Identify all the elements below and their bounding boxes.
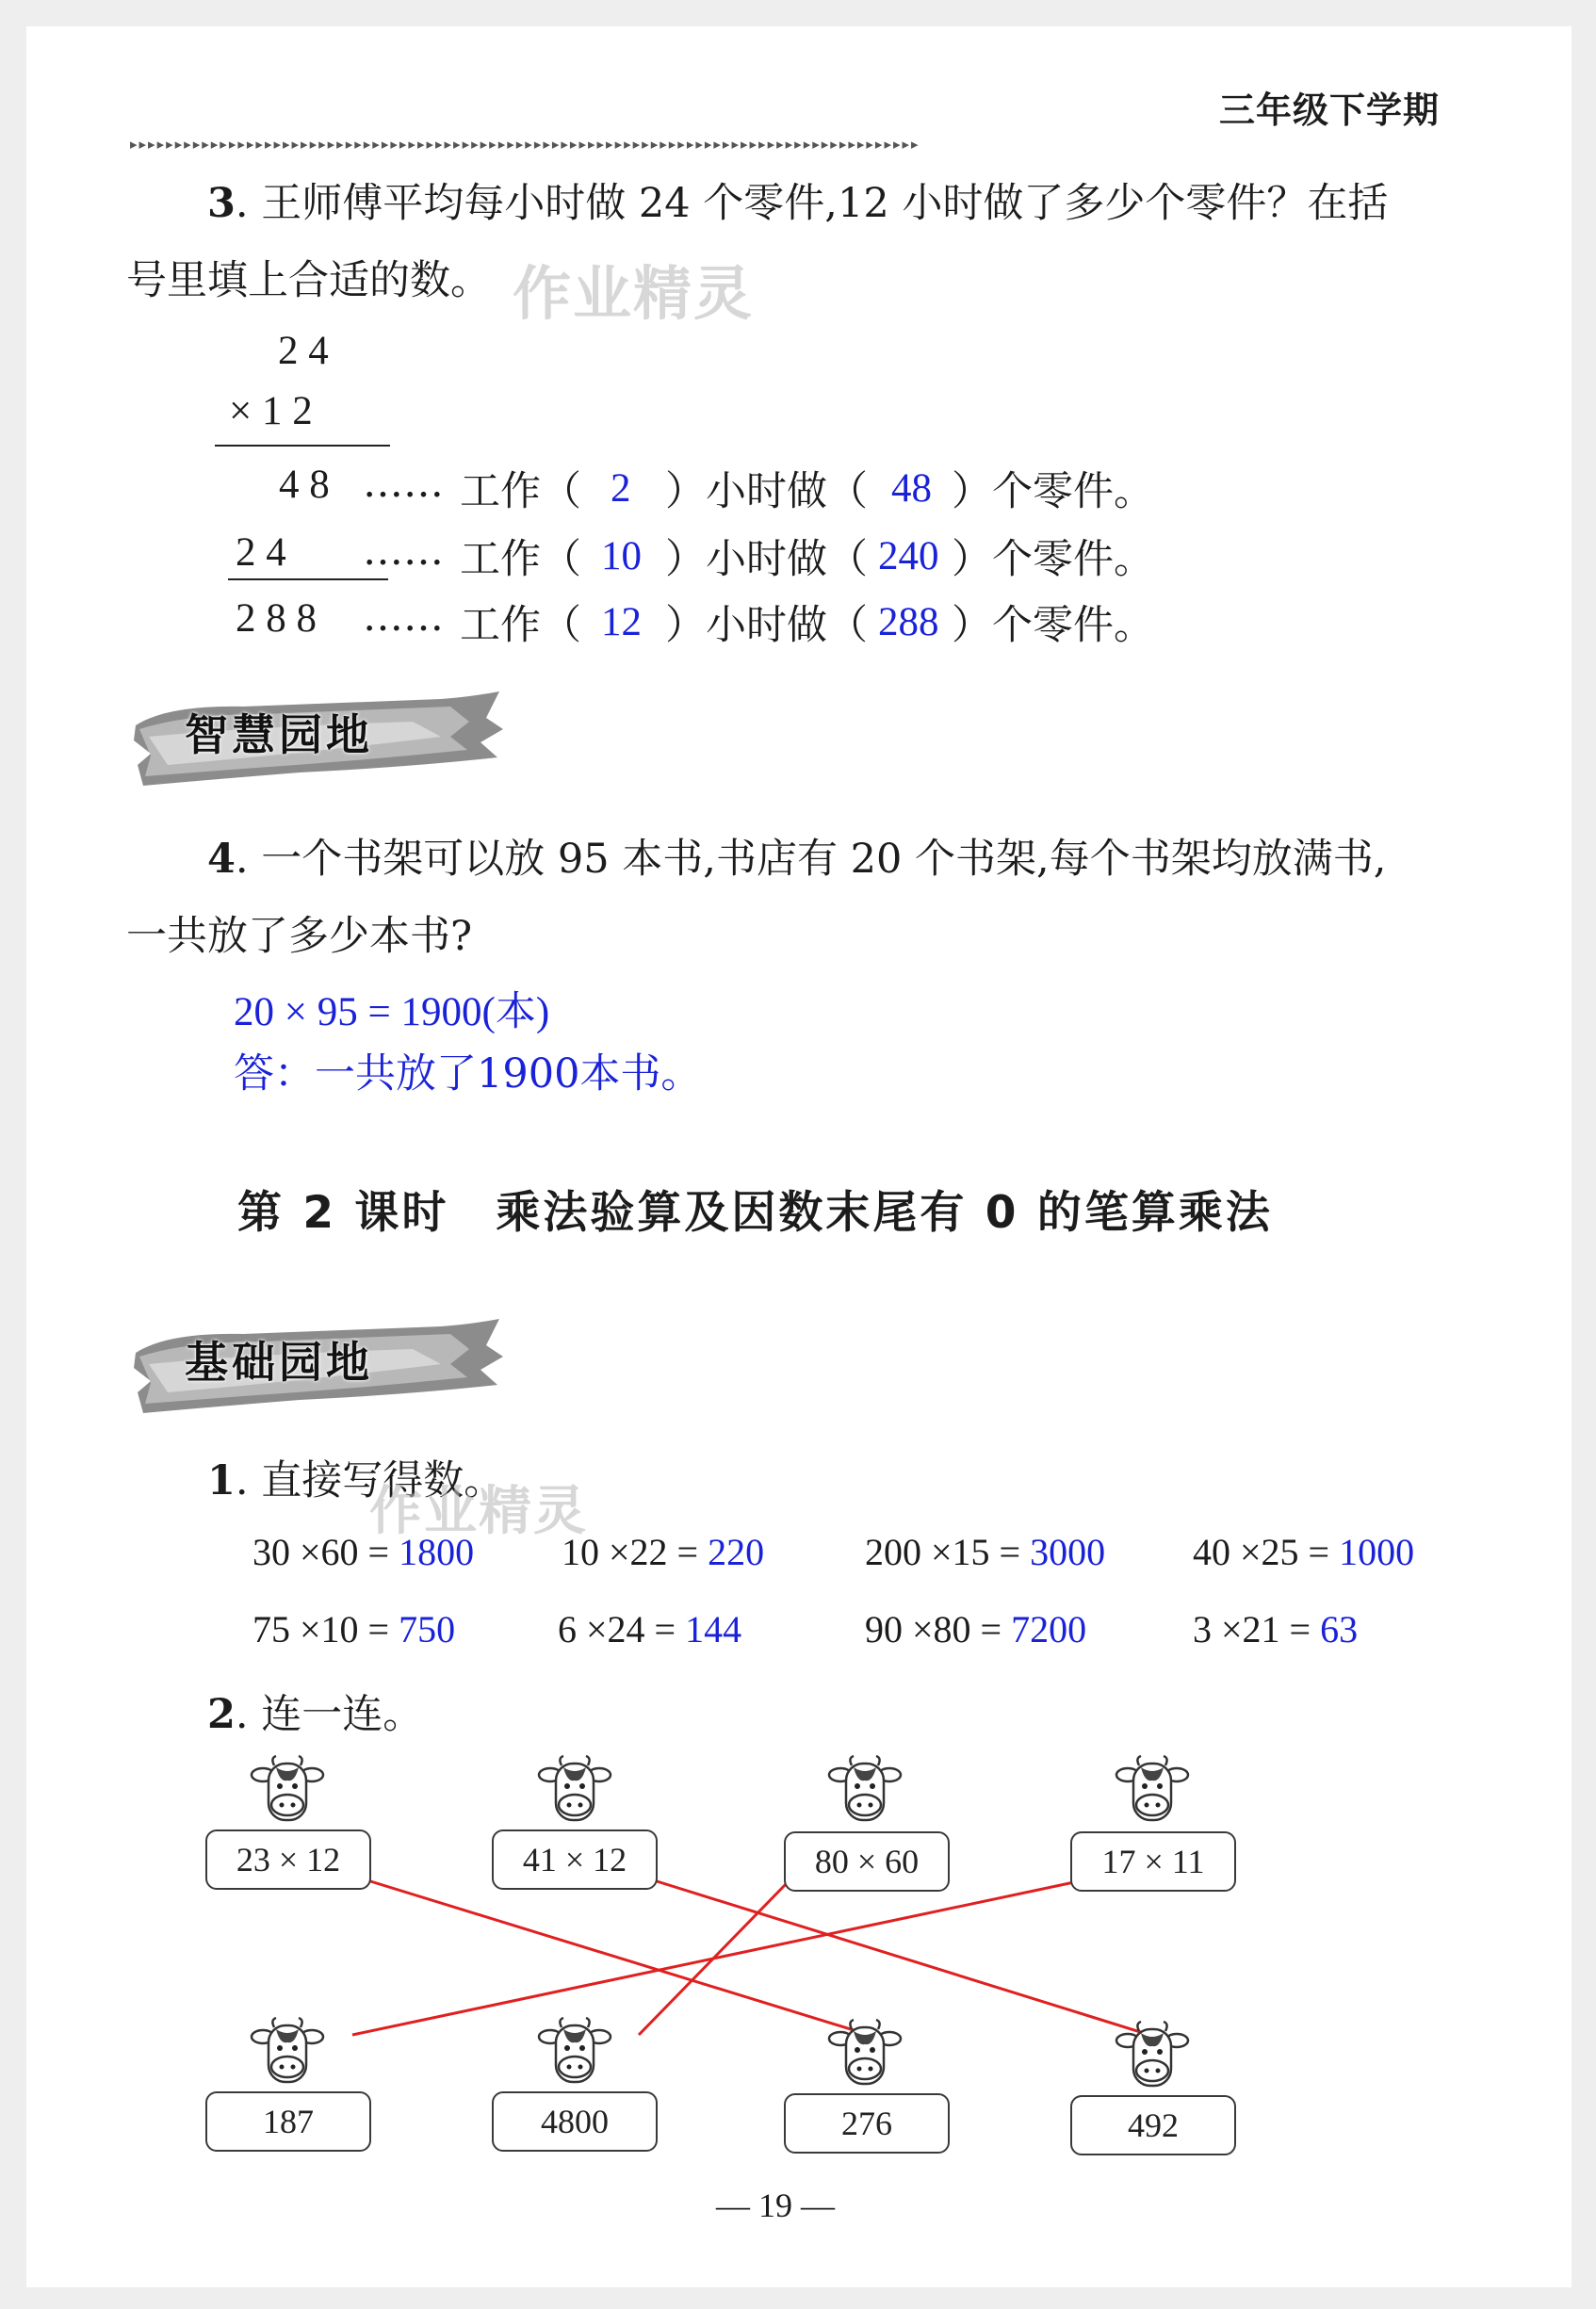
banner-basic-label: 基础园地 bbox=[185, 1337, 373, 1388]
lesson-title: 第 2 课时 乘法验算及因数末尾有 0 的笔算乘法 bbox=[237, 1187, 1273, 1239]
cow-icon bbox=[827, 1754, 903, 1833]
q1-item-2: 10 ×22 = 220 bbox=[562, 1531, 765, 1573]
q1-number: 1 bbox=[207, 1457, 236, 1504]
match-line-2 bbox=[654, 1880, 1162, 2039]
q3-row1-hours-answer: 2 bbox=[611, 466, 631, 511]
q1-item-6: 6 ×24 = 144 bbox=[558, 1608, 742, 1650]
q3-row2-parts-answer: 240 bbox=[878, 534, 939, 578]
q3-row1-work: 工作（ bbox=[460, 468, 581, 515]
q3-row2-work: 工作（ bbox=[460, 536, 581, 583]
top-card-3[interactable]: 80 × 60 bbox=[784, 1831, 950, 1892]
header-separator: ▸▸▸▸▸▸▸▸▸▸▸▸▸▸▸▸▸▸▸▸▸▸▸▸▸▸▸▸▸▸▸▸▸▸▸▸▸▸▸▸▸▸▸▸▸▸▸▸▸▸▸▸▸▸▸▸▸▸▸▸▸▸▸▸▸▸▸▸▸▸▸▸▸▸▸▸▸▸▸▸▸▸▸▸▸▸▸▸ bbox=[130, 136, 920, 153]
q3-row1-mid: ）小时做（ bbox=[665, 468, 868, 515]
cow-icon bbox=[537, 1754, 612, 1833]
top-card-2[interactable]: 41 × 12 bbox=[492, 1829, 658, 1890]
q1-item-5: 75 ×10 = 750 bbox=[252, 1608, 456, 1650]
q3-row3-parts-answer: 288 bbox=[878, 600, 939, 644]
q4-line1: 4. 一个书架可以放 95 本书,书店有 20 个书架,每个书架均放满书, bbox=[207, 836, 1387, 883]
q3-row3-hours-answer: 12 bbox=[601, 600, 642, 644]
q1-item-8: 3 ×21 = 63 bbox=[1193, 1608, 1359, 1650]
cow-icon bbox=[250, 1754, 325, 1833]
q4-answer-equation: 20 × 95 = 1900(本) bbox=[234, 990, 550, 1034]
q1-item-7-answer: 7200 bbox=[1011, 1608, 1087, 1650]
q3-line2: 号里填上合适的数。 bbox=[126, 257, 491, 304]
q3-rule-1 bbox=[215, 445, 390, 447]
cow-icon bbox=[827, 2018, 903, 2097]
watermark-2: 作业精灵 bbox=[369, 1481, 588, 1542]
banner-wisdom-label: 智慧园地 bbox=[185, 709, 373, 760]
banner-basic bbox=[130, 1308, 507, 1419]
q1-item-3-answer: 3000 bbox=[1030, 1531, 1106, 1573]
match-line-4 bbox=[352, 1882, 1074, 2035]
q3-row1-dots: …… bbox=[363, 460, 444, 507]
bottom-card-4[interactable]: 492 bbox=[1070, 2095, 1236, 2155]
bottom-card-3[interactable]: 276 bbox=[784, 2093, 950, 2154]
q3-row3-mid: ）小时做（ bbox=[665, 602, 868, 649]
q1-item-8-answer: 63 bbox=[1320, 1608, 1359, 1650]
q3-number: 3 bbox=[207, 180, 236, 227]
bottom-card-1[interactable]: 187 bbox=[205, 2091, 371, 2152]
header-title: 三年级下学期 bbox=[1219, 89, 1441, 131]
q3-line1: 3. 王师傅平均每小时做 24 个零件,12 小时做了多少个零件？在括 bbox=[207, 180, 1389, 227]
top-card-4[interactable]: 17 × 11 bbox=[1070, 1831, 1236, 1892]
top-card-1[interactable]: 23 × 12 bbox=[205, 1829, 371, 1890]
q1-item-4-answer: 1000 bbox=[1339, 1531, 1415, 1573]
banner-wisdom bbox=[130, 680, 507, 791]
q1-title: 1. 直接写得数。 bbox=[207, 1457, 505, 1504]
q4-number: 4 bbox=[207, 836, 236, 883]
q2-title: 2. 连一连。 bbox=[207, 1691, 424, 1738]
q1-item-7: 90 ×80 = 7200 bbox=[865, 1608, 1087, 1650]
q1-item-4: 40 ×25 = 1000 bbox=[1193, 1531, 1415, 1573]
cow-icon bbox=[537, 2016, 612, 2095]
q1-item-6-answer: 144 bbox=[685, 1608, 742, 1650]
q3-row2-mid: ）小时做（ bbox=[665, 536, 868, 583]
q3-row3-partial: 2 8 8 bbox=[236, 596, 317, 641]
q3-row1-end: ）个零件。 bbox=[952, 468, 1154, 515]
q1-item-2-answer: 220 bbox=[708, 1531, 765, 1573]
page-number: — 19 — bbox=[716, 2187, 835, 2224]
q1-item-3: 200 ×15 = 3000 bbox=[865, 1531, 1106, 1573]
q3-row2-partial: 2 4 bbox=[236, 530, 286, 575]
cow-icon bbox=[250, 2016, 325, 2095]
q3-row3-dots: …… bbox=[363, 594, 444, 641]
q3-row2-hours-answer: 10 bbox=[601, 534, 642, 578]
match-line-1 bbox=[367, 1880, 875, 2037]
q3-row3-end: ）个零件。 bbox=[952, 602, 1154, 649]
q1-item-5-answer: 750 bbox=[399, 1608, 456, 1650]
q2-number: 2 bbox=[207, 1691, 236, 1738]
cow-icon bbox=[1115, 1754, 1190, 1833]
q4-line2: 一共放了多少本书? bbox=[126, 913, 473, 960]
q3-rule-2 bbox=[228, 578, 388, 580]
watermark-1: 作业精灵 bbox=[513, 259, 755, 328]
q4-answer-text: 答：一共放了1900本书。 bbox=[234, 1050, 702, 1098]
bottom-card-2[interactable]: 4800 bbox=[492, 2091, 658, 2152]
q3-multiplier: × 1 2 bbox=[229, 389, 313, 433]
q1-item-1: 30 ×60 = 1800 bbox=[252, 1531, 475, 1573]
q3-row1-partial: 4 8 bbox=[279, 463, 330, 507]
q3-multiplicand: 2 4 bbox=[278, 329, 329, 373]
q1-item-1-answer: 1800 bbox=[399, 1531, 475, 1573]
cow-icon bbox=[1115, 2020, 1190, 2099]
q3-row2-end: ）个零件。 bbox=[952, 536, 1154, 583]
q3-row2-dots: …… bbox=[363, 528, 444, 575]
q3-row3-work: 工作（ bbox=[460, 602, 581, 649]
q3-row1-parts-answer: 48 bbox=[891, 466, 932, 511]
